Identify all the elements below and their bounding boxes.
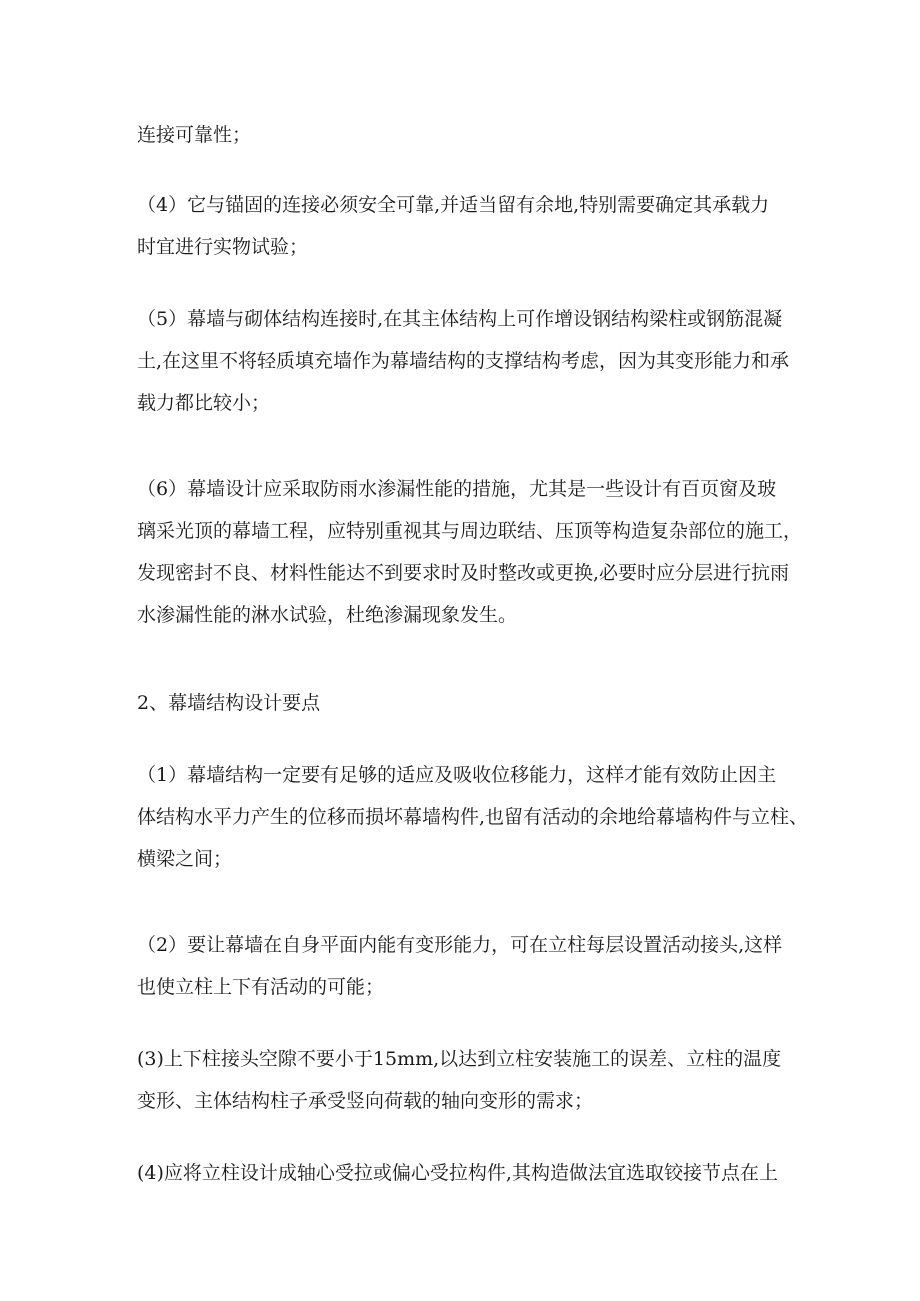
text-line: 体结构水平力产生的位移而损坏幕墙构件,也留有活动的余地给幕墙构件与立柱、 (137, 806, 809, 828)
paragraph-continuation (137, 114, 787, 156)
text-line: 也使立柱上下有活动的可能； (137, 976, 385, 998)
text-line: （5）幕墙与砌体结构连接时,在其主体结构上可作增设钢结构梁柱或钢筋混凝 (137, 308, 783, 330)
text-line: （4）它与锚固的连接必须安全可靠,并适当留有余地,特别需要确定其承载力 (137, 194, 770, 216)
paragraph-design-3 (137, 1038, 787, 1122)
paragraph-design-2 (137, 924, 787, 1008)
section-heading (137, 682, 787, 724)
text-line: 时宜进行实物试验； (137, 236, 309, 258)
section-title: 2、幕墙结构设计要点 (137, 692, 321, 714)
text-line: (4)应将立柱设计成轴心受拉或偏心受拉构件,其构造做法宜选取铰接节点在上 (137, 1162, 778, 1184)
text-line: 发现密封不良、材料性能达不到要求时及时整改或更换,必要时应分层进行抗雨 (137, 562, 790, 584)
text-line: 变形、主体结构柱子承受竖向荷载的轴向变形的需求； (137, 1090, 594, 1112)
paragraph-item-4 (137, 184, 787, 268)
text-line: （1）幕墙结构一定要有足够的适应及吸收位移能力，这样才能有效防止因主 (137, 764, 777, 786)
text-line: 土,在这里不将轻质填充墙作为幕墙结构的支撑结构考虑，因为其变形能力和承 (137, 350, 790, 372)
text-line: (3)上下柱接头空隙不要小于15mm,以达到立柱安装施工的误差、立柱的温度 (137, 1048, 782, 1070)
text-line: 载力都比较小； (137, 392, 271, 414)
paragraph-design-4 (137, 1152, 787, 1194)
paragraph-item-5 (137, 298, 790, 424)
text-line: 璃采光顶的幕墙工程，应特别重视其与周边联结、压顶等构造复杂部位的施工， (137, 520, 803, 542)
text-line: （2）要让幕墙在自身平面内能有变形能力，可在立柱每层设置活动接头,这样 (137, 934, 783, 956)
text-line: 水渗漏性能的淋水试验，杜绝渗漏现象发生。 (137, 604, 518, 626)
text-line: 连接可靠性； (137, 124, 252, 146)
text-line: （6）幕墙设计应采取防雨水渗漏性能的措施，尤其是一些设计有百页窗及玻 (137, 478, 777, 500)
paragraph-design-1 (137, 754, 809, 880)
text-line: 横梁之间； (137, 848, 233, 870)
paragraph-item-6 (137, 468, 803, 636)
